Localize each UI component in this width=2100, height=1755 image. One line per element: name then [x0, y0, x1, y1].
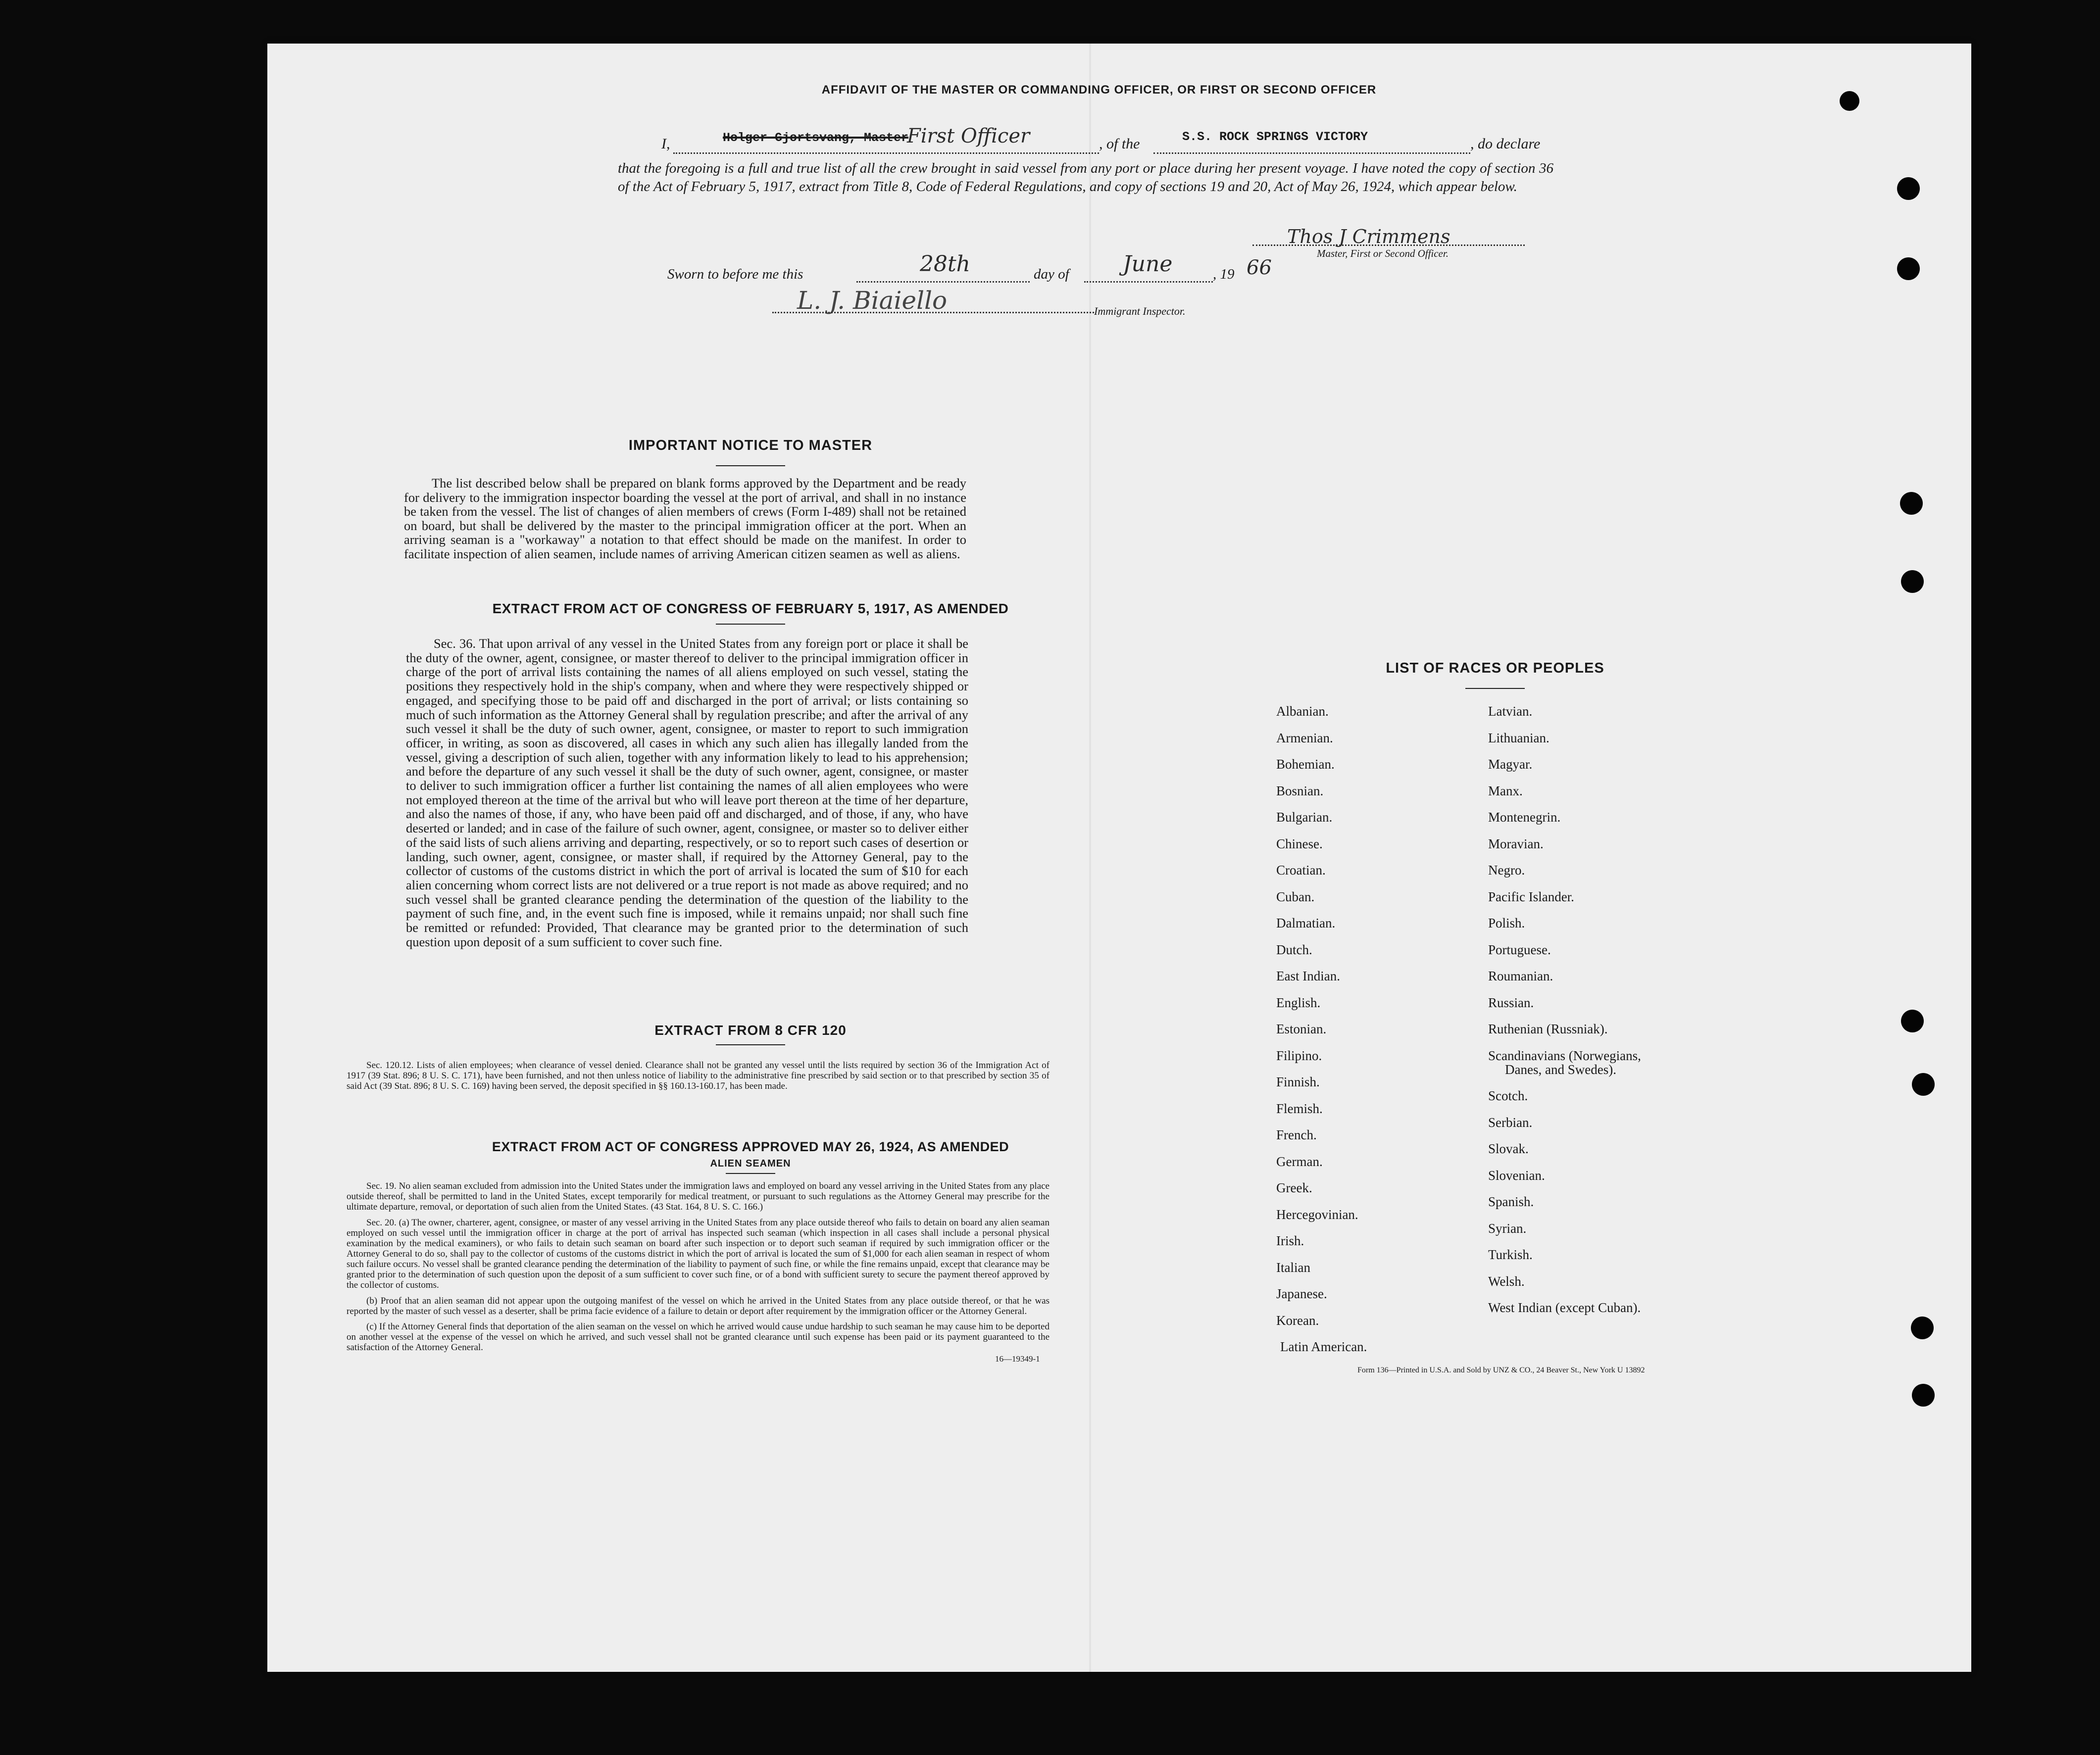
extract-1917-rule [716, 624, 785, 625]
race-item: Manx. [1488, 783, 1523, 798]
binder-hole [1840, 91, 1859, 111]
race-item: Ruthenian (Russniak). [1488, 1022, 1608, 1036]
page-fold-crease [1089, 44, 1091, 1672]
races-rule [1465, 688, 1525, 689]
sworn-day: 28th [920, 251, 971, 277]
inspector-signature: L. J. Biaiello [797, 286, 948, 315]
sworn-month: June [1123, 251, 1173, 277]
month-line [1084, 281, 1213, 283]
race-item: Irish. [1276, 1233, 1304, 1248]
race-item: Latvian. [1488, 704, 1533, 719]
race-item: Scotch. [1488, 1088, 1528, 1103]
day-of-text: day of [1034, 266, 1069, 282]
affidavit-heading: AFFIDAVIT OF THE MASTER OR COMMANDING OFFICER, OR FIRST OR SECOND OFFICER [821, 83, 1377, 97]
race-item: Moravian. [1488, 836, 1544, 851]
race-item: Armenian. [1276, 730, 1333, 745]
sworn-text: Sworn to before me this [667, 266, 803, 282]
race-item: Chinese. [1276, 836, 1323, 851]
vessel-name: S.S. ROCK SPRINGS VICTORY [1182, 130, 1368, 144]
race-item: Pacific Islander. [1488, 889, 1574, 904]
race-item: Hercegovinian. [1276, 1207, 1358, 1222]
inspector-line [772, 312, 1094, 313]
affidavit-i: I, [661, 136, 670, 152]
race-item: English. [1276, 995, 1321, 1010]
race-item: Finnish. [1276, 1074, 1320, 1089]
race-item: Slovenian. [1488, 1168, 1545, 1183]
race-item: Danes, and Swedes). [1505, 1062, 1616, 1077]
sworn-year: 66 [1247, 256, 1272, 279]
extract-1924-subheading: ALIEN SEAMEN [710, 1158, 791, 1169]
binder-hole [1911, 1316, 1934, 1339]
printer-footer: Form 136—Printed in U.S.A. and Sold by UNZ & CO., 24 Beaver St., New York U 13892 [1357, 1366, 1645, 1374]
race-item: French. [1276, 1127, 1317, 1142]
name-line [673, 152, 1099, 154]
affidavit-body: that the foregoing is a full and true list of all the crew brought in said vessel from any port or place during her present voyage. I have noted the copy of section 36 of the Act of February 5, 1917, extract from Title 8, Code of Federal Regulations, and copy of sections 19 and 20, Act of May 26, 1924, which appear below. [618, 160, 1553, 195]
year-prefix: , 19 [1213, 266, 1235, 282]
race-item: Filipino. [1276, 1048, 1322, 1063]
sec-20a-text: Sec. 20. (a) The owner, charterer, agent, consignee, or master of any vessel arriving in the United States from any place outside thereof who fails to detain on board any alien seaman employed on such vessel until the immigration officer in charge at the port of arrival has inspected such seaman (which inspection in all cases shall include a personal physical examination by the medical examiners), or who fails to detain such seaman on board after such inspection or to deport such seaman if required by such immigration officer or the Attorney General to do so, shall pay to the collector of customs of the customs district in which the port of arrival is located the sum of $1,000 for each alien seaman in respect of whom such failure occurs. No vessel shall be granted clearance pending the determination of the liability to payment of such fine, or while the fine remains unpaid, except that clearance may be granted prior to the determination of such question upon the deposit of a sum sufficient to cover such fine, or of a bond with sufficient surety to secure the payment thereof approved by the collector of customs. [347, 1218, 1050, 1290]
inspector-caption: Immigrant Inspector. [1094, 305, 1186, 317]
race-item: East Indian. [1276, 969, 1340, 983]
race-item: West Indian (except Cuban). [1488, 1300, 1641, 1315]
notice-rule [716, 465, 785, 466]
race-item: Flemish. [1276, 1101, 1323, 1116]
extract-cfr-rule [716, 1044, 785, 1045]
race-item: Dalmatian. [1276, 916, 1336, 930]
race-item: Estonian. [1276, 1022, 1327, 1036]
extract-1917-text: Sec. 36. That upon arrival of any vessel in the United States from any foreign port or place it shall be the duty of the owner, agent, consignee, or master thereof to deliver to the principal immigration officer in charge of the port of arrival lists containing the names of all aliens employed on such vessel, stating the positions they respectively hold in the ship's company, when and where they were respectively shipped or engaged, and specifying those to be paid off and discharged in the port of arrival; or lists containing so much of such information as the Attorney General shall by regulation prescribe; and after the arrival of any such vessel it shall be the duty of such owner, agent, consignee, or master to report to such immigration officer, in writing, as soon as discovered, all cases in which any such alien has illegally landed from the vessel, giving a description of such alien, together with any information likely to lead to his apprehension; and before the departure of any such vessel it shall be the duty of such owner, agent, consignee, or master to deliver to such immigration officer a further list containing the names of all alien employees who were not employed thereon at the time of the arrival but who will leave port thereon at the time of her departure, and also the names of those, if any, who have been paid off and discharged, and of those, if any, who have deserted or landed; and in case of the failure of such owner, agent, consignee, or master so to deliver either of the said lists of such aliens arriving and departing, respectively, or so to report such cases of desertion or landing, such owner, agent, consignee, or master shall, if required by the Attorney General, pay to the collector of customs of the customs district in which the port of arrival is located the sum of $10 for each alien concerning whom correct lists are not delivered or a true report is not made as above required; and no such vessel shall be granted clearance pending the determination of the question of the liability to the payment of such fine, and, in the event such fine is imposed, while it remains unpaid; nor shall such fine be remitted or refunded: Provided, That clearance may be granted prior to the determination of such question upon deposit of a sum sufficient to cover such fine. [406, 636, 968, 949]
race-item: Lithuanian. [1488, 730, 1550, 745]
affidavit-do-declare: , do declare [1470, 136, 1541, 152]
binder-hole [1897, 177, 1920, 200]
handwritten-rank: First Officer [907, 125, 1030, 147]
race-item: Serbian. [1488, 1115, 1533, 1130]
affidavit-of-the: , of the [1099, 136, 1140, 152]
binder-hole [1901, 1010, 1924, 1032]
race-item: Portuguese. [1488, 942, 1551, 957]
affidavit-master-name: Holger Gjortsvang, Master [723, 131, 909, 145]
race-item: Albanian. [1276, 704, 1329, 719]
race-item: Japanese. [1276, 1286, 1327, 1301]
race-item: Dutch. [1276, 942, 1312, 957]
notice-text: The list described below shall be prepared on blank forms approved by the Department and be ready for delivery to the immigration inspector boarding the vessel at the port of arrival, and shall in no instance be taken from the vessel. The list of changes of alien members of crews (Form I-489) shall not be retained on board, but shall be delivered by the master to the principal immigration officer at the port. When an arriving seaman is a "workaway" a notation to that effect should be made on the manifest. In order to facilitate inspection of alien seamen, include names of arriving American citizen seamen as well as aliens. [404, 476, 966, 561]
race-item: Cuban. [1276, 889, 1315, 904]
race-item: Croatian. [1276, 863, 1326, 878]
race-item: Spanish. [1488, 1194, 1534, 1209]
extract-cfr-heading: EXTRACT FROM 8 CFR 120 [654, 1023, 847, 1038]
race-item: Montenegrin. [1488, 810, 1561, 825]
race-item: Greek. [1276, 1180, 1312, 1195]
race-item: Turkish. [1488, 1247, 1533, 1262]
race-item: Bohemian. [1276, 757, 1335, 772]
officer-signature-line [1252, 244, 1525, 246]
notice-heading: IMPORTANT NOTICE TO MASTER [628, 438, 873, 453]
race-item: Korean. [1276, 1313, 1319, 1328]
races-heading: LIST OF RACES OR PEOPLES [1386, 660, 1604, 676]
binder-hole [1901, 570, 1924, 593]
race-item: Slovak. [1488, 1141, 1529, 1156]
race-item: Syrian. [1488, 1220, 1527, 1236]
extract-1924-rule [726, 1173, 775, 1174]
form-code: 16—19349-1 [995, 1354, 1040, 1364]
extract-1917-heading: EXTRACT FROM ACT OF CONGRESS OF FEBRUARY 5, 1917, AS AMENDED [492, 601, 1009, 616]
binder-hole [1912, 1384, 1935, 1407]
race-item: German. [1276, 1154, 1323, 1169]
race-item: Magyar. [1488, 757, 1533, 772]
race-item: Welsh. [1488, 1273, 1525, 1289]
sec-20b-text: (b) Proof that an alien seaman did not appear upon the outgoing manifest of the vessel on which he arrived in the United States from any place outside thereof, or that he was reported by the master of such vessel as a deserter, shall be prima facie evidence of a failure to detain or deport after requirement by the immigration officer or the Attorney General. [347, 1296, 1050, 1316]
extract-1924-heading: EXTRACT FROM ACT OF CONGRESS APPROVED MAY 26, 1924, AS AMENDED [492, 1139, 1009, 1154]
officer-signature: Thos J Crimmens [1287, 226, 1450, 247]
vessel-line [1153, 152, 1470, 154]
day-line [856, 281, 1030, 283]
race-item: Negro. [1488, 863, 1525, 878]
race-item: Polish. [1488, 916, 1525, 930]
race-item: Roumanian. [1488, 969, 1553, 983]
race-item: Russian. [1488, 995, 1534, 1010]
race-item: Bulgarian. [1276, 810, 1333, 825]
sec-19-text: Sec. 19. No alien seaman excluded from admission into the United States under the immigration laws and employed on board any vessel arriving in the United States from any place outside thereof, shall be permitted to land in the United States, except temporarily for medical treatment, or pursuant to such regulations as the Attorney General may prescribe for the ultimate departure, removal, or deportation of such alien from the United States. (43 Stat. 164, 8 U. S. C. 166.) [347, 1181, 1050, 1212]
officer-caption: Master, First or Second Officer. [1317, 247, 1449, 259]
race-item: Latin American. [1280, 1339, 1367, 1354]
race-item: Scandinavians (Norwegians, [1488, 1048, 1641, 1063]
binder-hole [1900, 492, 1923, 515]
binder-hole [1912, 1073, 1935, 1096]
race-item: Italian [1276, 1260, 1310, 1275]
sec-20c-text: (c) If the Attorney General finds that deportation of the alien seaman on the vessel on which he arrived would cause undue hardship to such seaman he may cause him to be deported on another vessel at the expense of the vessel on which he arrived, and such vessel shall not be granted clearance until such expense has been paid or its payment guaranteed to the satisfaction of the Attorney General. [347, 1321, 1050, 1353]
extract-cfr-text: Sec. 120.12. Lists of alien employees; when clearance of vessel denied. Clearance shall not be granted any vessel until the lists required by section 36 of the Immigration Act of 1917 (39 Stat. 896; 8 U. S. C. 171), have been furnished, and not then unless notice of liability to the administrative fine prescribed by said section or to that prescribed by section 35 of said Act (39 Stat. 896; 8 U. S. C. 169) having been served, the deposit specified in §§ 160.13-160.17, has been made. [347, 1060, 1050, 1091]
binder-hole [1897, 257, 1920, 280]
race-item: Bosnian. [1276, 783, 1324, 798]
